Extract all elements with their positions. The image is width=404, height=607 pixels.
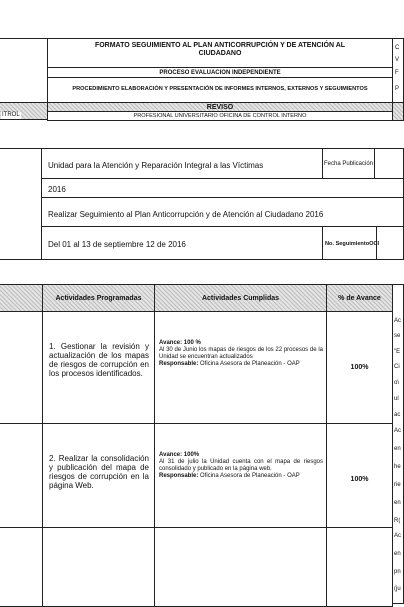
row2-resp-text: Oficina Asesora de Planeación - OAP [200,473,300,479]
row2-resp-label: Responsable: [159,473,199,479]
table-row-1-programmed [42,311,155,424]
right-col-frag-14: Ac [394,533,402,539]
col-header-programmed-label: Actividades Programadas [55,295,142,302]
reviewed-right-cell [392,102,404,121]
row1-resp-text: Oficina Asesora de Planeación - OAP [200,361,300,367]
reviewed-by-cell [47,111,393,121]
row1-percent: 100% [350,364,369,371]
right-col-frag-12: en [394,500,401,506]
right-fragment-4: P [395,86,400,92]
row2-advance-label: Avance: 100% [159,452,200,458]
col-header-programmed [42,284,155,312]
right-col-frag-11: rie [394,482,401,488]
right-col-frag-17: (ju [394,586,401,592]
row1-done-block [159,340,323,368]
reviewed-left-cell [0,102,48,120]
row1-resp-label: Responsable: [159,361,199,367]
right-col-frag-15: en [394,551,401,557]
pub-date-label-cell [322,148,375,179]
followup-value-cell [376,226,404,260]
right-col-frag-5: o\ [394,380,400,386]
col-header-done-label: Actividades Cumplidas [201,295,280,302]
period-cell [41,226,323,260]
table-row-3-percent [326,527,393,607]
row2-percent: 100% [350,476,369,483]
col-header-percent-label: % de Avance [338,295,381,302]
table-left-header [0,284,43,312]
right-col-frag-7: ac [394,412,401,418]
reviewed-by: PROFESIONAL UNIVERSITARIO OFICINA DE CONTROL INTERNO [133,113,307,119]
row1-left [0,311,43,424]
pub-date-label: Fecha Publicación [323,161,374,167]
objective-text: Realizar Seguimiento al Plan Anticorrupción y de Atención al Ciudadano 2016 [48,210,324,219]
entity-name: Unidad para la Atención y Reparación Integral a las Víctimas [48,161,264,170]
table-row-2-percent [326,423,393,528]
row2-done-block [159,452,323,480]
table-row-3-programmed [42,527,155,607]
left-fragment: ITROL [2,112,20,118]
right-col-frag-10: he [394,464,401,470]
process-name: PROCESO EVALUACION INDEPENDIENTE [159,70,281,76]
header-right-cell [392,38,404,103]
row1-done-text: Al 30 de Junio los mapas de riesgos de los 22 procesos de la Unidad se encuentran actualizados [159,347,323,360]
right-fragment-3: F [395,70,399,76]
year-cell [41,178,404,198]
period-text: Del 01 al 13 de septiembre 12 de 2016 [48,240,186,249]
entity-cell [41,148,323,179]
pub-date-value-cell [374,148,404,179]
right-col-frag-16: pn [394,569,401,575]
table-row-2-programmed [42,423,155,528]
table-row-3-done [154,527,327,607]
header-left-cell [0,38,48,103]
right-col-frag-1: Ac [394,318,402,324]
table-row-1-done [154,311,327,424]
followup-label-cell [322,226,380,260]
year-value: 2016 [48,185,66,194]
right-col-frag-3: "E [394,349,401,355]
col-header-percent [326,284,393,312]
table-row-2-done [154,423,327,528]
row1-advance-label: Avance: 100 % [159,340,201,346]
document-title: FORMATO SEGUIMIENTO AL PLAN ANTICORRUPCIÓN Y DE ATENCIÓN AL CIUDADANO [94,42,346,57]
right-col-frag-6: ul [394,396,399,402]
row2-programmed-text: 2. Realizar la consolidación y publicación del mapa de riesgos de corrupción en la página Web. [49,454,149,490]
row2-done-text: Al 31 de julio la Unidad cuenta con el mapa de riesgos consolidado y publicado en la página web. [159,459,323,472]
row3-left [0,527,43,607]
right-col-frag-9: en [394,446,401,452]
right-col-frag-2: se [394,333,401,339]
row1-programmed-text: 1. Gestionar la revisión y actualización de los mapas de riesgos de corrupción en los procesos identificados. [49,342,149,378]
procedure-name: PROCEDIMIENTO ELABORACIÓN Y PRESENTACIÓN DE INFORMES INTERNOS, EXTERNOS Y SEGUIMIENTOS [72,86,368,92]
reviewed-label: REVISÓ [206,104,234,111]
header-title-cell [47,38,393,68]
col-header-done [154,284,327,312]
header-procedure-cell [47,77,393,103]
right-col-frag-8: Ac [394,428,402,434]
right-fragment-2: V [395,57,400,63]
table-row-1-percent [326,311,393,424]
right-col-frag-4: Ci [394,364,400,370]
row2-left [0,423,43,528]
objective-cell [41,197,404,227]
right-col-frag-13: R( [394,518,401,524]
right-fragment-1: C [395,45,400,51]
info-left-cell [0,148,42,260]
followup-label: No. SeguimientoOCI [325,241,380,247]
